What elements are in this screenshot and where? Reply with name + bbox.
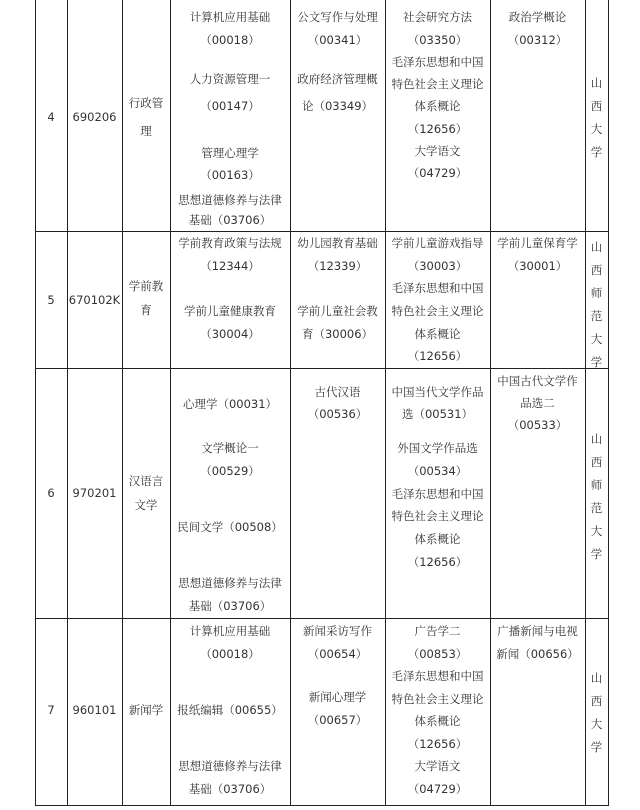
course-text: 心理学（00031） (182, 397, 278, 411)
course-text: 政府经济管理概 (297, 72, 378, 86)
major-code: 970201 (72, 486, 117, 500)
course-text: 学前儿童游戏指导 (391, 236, 484, 250)
grid-horizontal-line (35, 618, 609, 619)
grid-vertical-line (490, 0, 491, 805)
grid-horizontal-line (35, 231, 609, 232)
course-text: 体系概论 (414, 532, 461, 546)
course-text: （00529） (200, 464, 260, 478)
course-text: 大学语文 (414, 759, 461, 773)
major-name: 文学 (134, 498, 158, 512)
row-index: 7 (47, 703, 55, 717)
major-code: 670102K (68, 293, 121, 307)
grid-vertical-line (608, 0, 609, 805)
course-text: 广播新闻与电视 (497, 624, 578, 638)
grid-vertical-line (170, 0, 171, 805)
course-text: 选（00531） (401, 407, 474, 421)
course-text: （30001） (507, 259, 568, 273)
course-text: 育（30006） (301, 327, 374, 341)
course-text: （00853） (407, 647, 468, 661)
course-text: （00654） (307, 647, 368, 661)
course-text: 论（03349） (301, 99, 374, 113)
course-text: 学前儿童保育学 (497, 236, 578, 250)
course-text: （12339） (307, 259, 368, 273)
course-text: 基础（03706） (188, 782, 272, 796)
course-text: 报纸编辑（00655） (177, 703, 283, 717)
course-text: 学前教育政策与法规 (178, 236, 282, 250)
course-text: 管理心理学 (201, 146, 259, 160)
course-text: （00147） (200, 99, 260, 113)
course-text: 思想道德修养与法律 (178, 576, 282, 590)
course-text: 中国当代文学作品 (391, 385, 484, 399)
major-name: 理 (140, 124, 152, 138)
course-text: 政治学概论 (508, 10, 567, 24)
course-text: （12656） (407, 349, 468, 363)
course-text: （00018） (200, 33, 260, 47)
course-text: 幼儿园教育基础 (297, 236, 378, 250)
course-text: 新闻（00656） (496, 647, 579, 661)
course-text: 学前儿童社会教 (297, 304, 378, 318)
course-text: （03350） (407, 33, 468, 47)
major-code: 960101 (72, 703, 117, 717)
major-code: 690206 (72, 110, 117, 124)
course-text: 基础（03706） (188, 213, 272, 227)
course-text: 民间文学（00508） (177, 520, 283, 534)
course-text: 古代汉语 (314, 385, 361, 399)
course-text: 毛泽东思想和中国 (391, 55, 484, 69)
course-text: （30004） (200, 327, 260, 341)
grid-vertical-line (290, 0, 291, 805)
course-text: （04729） (407, 166, 468, 180)
school-name: 山西师范大学 (590, 432, 603, 561)
course-text: （00536） (307, 407, 368, 421)
course-text: （12656） (407, 737, 468, 751)
course-text: （00533） (507, 418, 568, 432)
grid-vertical-line (35, 0, 36, 805)
course-text: 毛泽东思想和中国 (391, 669, 484, 683)
row-index: 4 (47, 110, 55, 124)
course-text: 计算机应用基础 (189, 624, 271, 638)
course-text: 大学语文 (414, 144, 461, 158)
row-index: 6 (47, 486, 55, 500)
course-text: 特色社会主义理论 (391, 509, 484, 523)
major-name: 行政管 (128, 96, 164, 110)
major-name: 学前教 (128, 279, 164, 293)
course-text: 文学概论一 (201, 441, 259, 455)
grid-vertical-line (385, 0, 386, 805)
grid-horizontal-line (35, 805, 609, 806)
row-index: 5 (47, 293, 55, 307)
course-text: 特色社会主义理论 (391, 692, 484, 706)
course-text: （12344） (200, 259, 260, 273)
course-text: 新闻采访写作 (303, 624, 372, 638)
course-text: 毛泽东思想和中国 (391, 487, 484, 501)
course-text: 体系概论 (414, 714, 461, 728)
major-name: 汉语言 (128, 474, 164, 488)
course-text: 体系概论 (414, 327, 461, 341)
course-text: 新闻心理学 (308, 690, 367, 704)
course-text: （00657） (307, 713, 368, 727)
course-text: （12656） (407, 122, 468, 136)
course-text: 外国文学作品选 (397, 441, 478, 455)
course-text: 社会研究方法 (403, 10, 472, 24)
course-text: 中国古代文学作 (497, 374, 578, 388)
grid-vertical-line (67, 0, 68, 805)
course-text: 特色社会主义理论 (391, 304, 484, 318)
course-text: （00018） (200, 647, 260, 661)
course-text: 公文写作与处理 (297, 10, 378, 24)
course-text: 思想道德修养与法律 (178, 759, 282, 773)
course-text: （12656） (407, 555, 468, 569)
course-text: 计算机应用基础 (189, 10, 271, 24)
course-text: 基础（03706） (188, 599, 272, 613)
course-text: （00163） (200, 168, 260, 182)
major-name: 育 (140, 303, 152, 317)
school-name: 山西大学 (590, 76, 603, 159)
course-text: 广告学二 (414, 624, 461, 638)
school-name: 山西师范大学 (590, 240, 603, 369)
course-text: 毛泽东思想和中国 (391, 281, 484, 295)
course-text: （00341） (307, 33, 368, 47)
grid-vertical-line (585, 0, 586, 805)
course-text: 品选二 (520, 396, 555, 410)
grid-vertical-line (122, 0, 123, 805)
course-text: 学前儿童健康教育 (184, 304, 276, 318)
course-text: 人力资源管理一 (189, 72, 271, 86)
course-text: 体系概论 (414, 99, 461, 113)
grid-horizontal-line (35, 368, 609, 369)
course-text: （04729） (407, 782, 468, 796)
course-text: 特色社会主义理论 (391, 77, 484, 91)
course-text: （30003） (407, 259, 468, 273)
school-name: 山西大学 (590, 671, 603, 754)
course-text: 思想道德修养与法律 (178, 193, 282, 207)
major-name: 新闻学 (128, 703, 164, 717)
course-text: （00534） (407, 464, 468, 478)
course-text: （00312） (507, 33, 568, 47)
